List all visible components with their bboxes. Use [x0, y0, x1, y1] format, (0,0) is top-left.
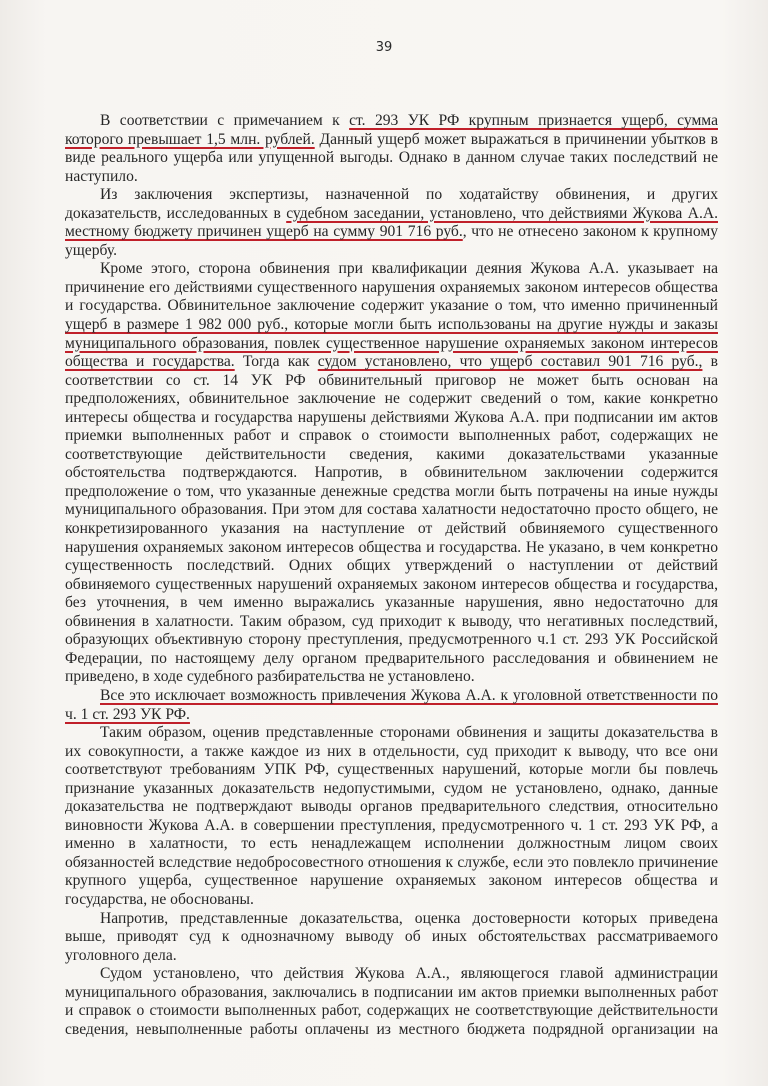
text-span: без уточнения, в чем именно выражались указанные нарушения, явно недостаточно для — [65, 594, 718, 612]
page-number: 39 — [375, 40, 393, 55]
text-span: Данный ущерб может выражаться в причинении убытков в — [314, 130, 718, 148]
text-span: выше, приводят суд к однозначному выводу об иных обстоятельствах рассматриваемого — [65, 928, 718, 946]
text-line — [65, 372, 718, 391]
text-line — [65, 446, 718, 465]
text-span: виде реального ущерба или упущенной выгоды. Однако в данном случае таких последствий не — [65, 149, 718, 167]
text-span: Кроме этого, сторона обвинения при квалификации деяния Жукова А.А. указывает на — [100, 260, 718, 278]
text-line — [65, 539, 718, 558]
text-span: нарушения охраняемых законом интересов общества и государства. Не указано, в чем конкретно — [65, 538, 718, 556]
text-span: уголовного дела. — [65, 946, 177, 964]
text-span: обязанностей вследствие недобросовестного отношения к службе, если это повлекло причинение — [65, 853, 718, 871]
text-line — [65, 1002, 718, 1021]
text-line — [65, 668, 718, 687]
text-line — [65, 260, 718, 279]
text-line — [65, 168, 718, 187]
text-span: наступило. — [65, 167, 138, 185]
text-line — [65, 743, 718, 762]
text-line — [65, 390, 718, 409]
text-line — [65, 353, 718, 372]
text-span: соответствующие действительности сведения, какими доказательствами указанные — [65, 445, 718, 463]
text-line — [65, 464, 718, 483]
text-line — [65, 965, 718, 984]
text-line — [65, 872, 718, 891]
text-span: муниципального образования, заключались в подписании им актов приемки выполненных работ — [65, 983, 718, 1001]
text-line — [65, 650, 718, 669]
text-span: В соответствии с примечанием к — [100, 112, 350, 129]
text-line — [65, 131, 718, 150]
text-line — [65, 910, 718, 929]
underlined-text: ущерб в размере 1 982 000 руб., которые могли быть использованы на другие нужды и заказы — [65, 316, 718, 334]
underlined-text: судебном заседании, установлено, что действиями Жукова А.А. — [286, 204, 718, 222]
text-span: Судом установлено, что действия Жукова А.А., являющегося главой администрации — [100, 965, 718, 983]
text-span: интересы общества и государства нарушены действиями Жукова А.А. при подписании им актов — [65, 408, 718, 426]
text-span: и государства. Обвинительное заключение содержит указание о том, что именно причиненный — [65, 297, 718, 315]
text-span: муниципального образования. При этом для состава халатности недостаточно просто общего, не — [65, 501, 718, 519]
text-span: доказательства не подтверждают выводы органов предварительного следствия, относительно — [65, 798, 718, 816]
text-span: их совокупности, а также каждое из них в отдельности, суд приходит к выводу, что все они — [65, 742, 718, 760]
text-line — [65, 520, 718, 539]
text-line — [65, 817, 718, 836]
text-span: ущербу. — [65, 241, 117, 259]
text-span: доказательств, исследованных в — [65, 204, 287, 222]
text-span: Федерации, по настоящему делу органом предварительного расследования и обвинением не — [65, 649, 718, 667]
text-line — [65, 761, 718, 780]
text-span: именно в халатности, то есть ненадлежащем исполнении должностным лицом своих — [65, 835, 718, 853]
text-line — [65, 223, 718, 242]
text-line — [65, 631, 718, 650]
text-line — [65, 724, 718, 743]
text-span: причинение его действиями существенного нарушения охраняемых законом интересов общества — [65, 278, 718, 296]
text-line — [65, 297, 718, 316]
text-span: конкретизированного указания на наступление от действий обвиняемого существенного — [65, 520, 718, 538]
underlined-text: которого превышает 1,5 млн. рублей. — [65, 130, 315, 148]
text-line — [65, 427, 718, 446]
text-span: сведения, невыполненные работы оплачены из местного бюджета подрядной организации на — [65, 1020, 718, 1038]
text-span: обвиняемого существенных нарушений охраняемых законом интересов общества и государства, — [65, 575, 718, 593]
text-line — [65, 316, 718, 335]
text-span: существенность последствий. Одних общих утверждений о наступлении от действий — [65, 557, 718, 575]
underlined-text: ст. 293 УК РФ крупным признается ущерб, сумма — [349, 112, 718, 129]
text-span: государства, не обоснованы. — [65, 890, 254, 908]
text-line — [65, 613, 718, 632]
text-span: образующих объективную сторону преступления, предусмотренного ч.1 ст. 293 УК Российской — [65, 631, 718, 649]
text-line — [65, 947, 718, 966]
underlined-text: судом установлено, что ущерб составил 901 716 руб., — [317, 353, 703, 371]
text-span: приемки выполненных работ и справок о стоимости выполненных работ, содержащих не — [65, 427, 718, 445]
text-line — [65, 928, 718, 947]
text-line — [65, 687, 718, 706]
text-line — [65, 835, 718, 854]
text-line — [65, 984, 718, 1003]
text-span: , что не отнесено законом к крупному — [462, 223, 718, 241]
text-span: крупного ущерба, существенное нарушение охраняемых законом интересов общества и — [65, 872, 718, 890]
text-span: предположениях, обвинительное заключение не содержит сведений о том, какие конкретно — [65, 390, 718, 408]
text-line — [65, 501, 718, 520]
text-line — [65, 186, 718, 205]
text-line — [65, 594, 718, 613]
text-line — [65, 798, 718, 817]
text-line — [65, 242, 718, 261]
text-line — [65, 483, 718, 502]
text-span: Напротив, представленные доказательства, оценка достоверности которых приведена — [100, 909, 718, 927]
text-line — [65, 891, 718, 910]
underlined-text: муниципального образования, повлек существенное нарушение охраняемых законом интересов — [65, 334, 718, 352]
underlined-text: общества и государства. — [65, 353, 235, 371]
underlined-text: Все это исключает возможность привлечения Жукова А.А. к уголовной ответственности по — [100, 686, 718, 704]
text-span: обвинения в халатности. Таким образом, суд приходит к выводу, что негативных последствий, — [65, 612, 718, 630]
text-span: в — [702, 353, 719, 371]
text-span: приведено, в ходе судебного разбирательства не установлено. — [65, 668, 475, 686]
text-span: обстоятельства подтверждаются. Напротив, в обвинительном заключении содержится — [65, 464, 718, 482]
text-span: признание указанных доказательств недопустимыми, судом не установлено, однако, данные — [65, 779, 718, 797]
text-line — [65, 205, 718, 224]
text-line — [65, 576, 718, 595]
text-span: соответствуют требованиям УПК РФ, существенных нарушений, которые могли бы повлечь — [65, 761, 718, 779]
text-line — [65, 149, 718, 168]
text-span: соответствии со ст. 14 УК РФ обвинительный приговор не может быть основан на — [65, 371, 718, 389]
text-line — [65, 557, 718, 576]
text-span: Таким образом, оценив представленные сторонами обвинения и защиты доказательства в — [100, 724, 718, 742]
text-line — [65, 1021, 718, 1040]
text-span: и справок о стоимости выполненных работ, содержащих не соответствующие действительности — [65, 1002, 718, 1020]
text-span: Из заключения экспертизы, назначенной по ходатайству обвинения, и других — [100, 186, 718, 204]
text-line — [65, 706, 718, 725]
text-line — [65, 780, 718, 799]
text-line — [65, 112, 718, 131]
text-span: Тогда как — [234, 353, 318, 371]
underlined-text: местному бюджету причинен ущерб на сумму 901 716 руб. — [65, 223, 463, 241]
text-line — [65, 279, 718, 298]
text-span: виновности Жукова А.А. в совершении преступления, предусмотренного ч. 1 ст. 293 УК РФ, а — [65, 816, 718, 834]
text-line — [65, 335, 718, 354]
document-body — [65, 112, 718, 1039]
text-span: предположение о том, что указанные денежные средства могли быть потрачены на иные нужды — [65, 482, 718, 500]
underlined-text: ч. 1 ст. 293 УК РФ. — [65, 705, 190, 723]
text-line — [65, 409, 718, 428]
text-line — [65, 854, 718, 873]
